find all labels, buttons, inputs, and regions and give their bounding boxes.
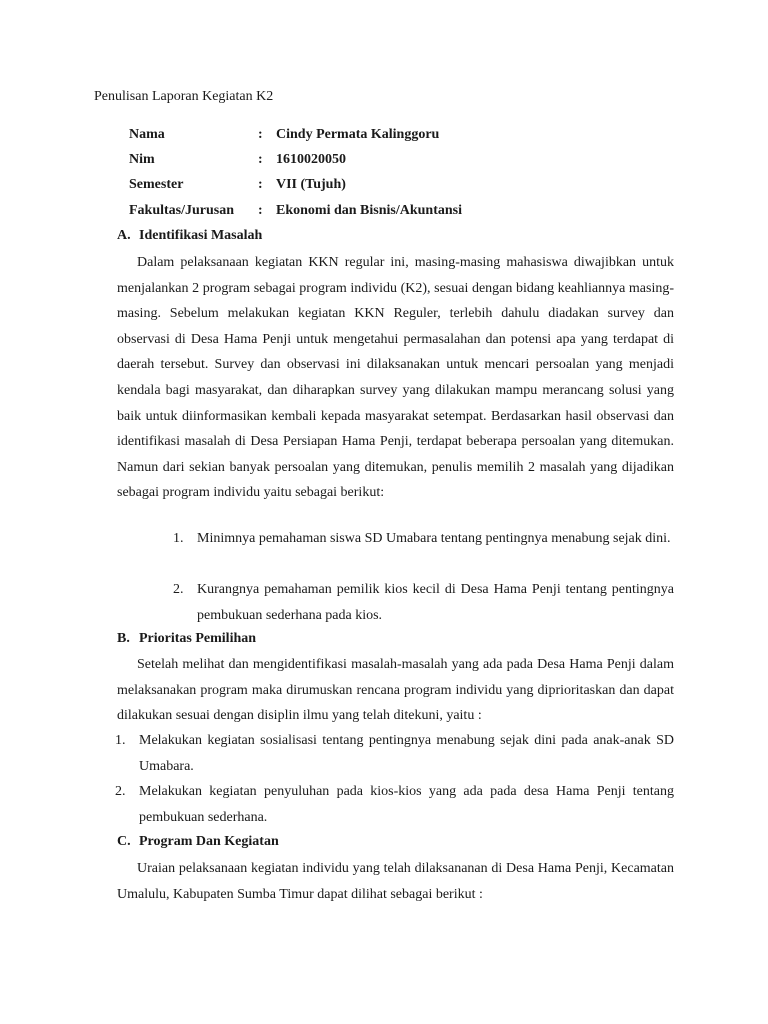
section-a-paragraph: Dalam pelaksanaan kegiatan KKN regular ini, masing-masing mahasiswa diwajibkan untuk menjalankan 2 program sebagai program individu (K2), sesuai dengan bidang keahliannya masing-masing. Sebelum melakukan kegiatan KKN Reguler, terlebih dahulu diadakan survey dan observasi di Desa Hama Penji untuk mengetahui permasalahan dan potensi apa yang terdapat di daerah tersebut. Survey dan observasi ini dilaksanakan untuk mencari persoalan yang menjadi kendala bagi masyarakat, dan diharapkan survey yang dilakukan mampu merancang solusi yang baik untuk diinformasikan kembali kepada masyarakat setempat. Berdasarkan hasil observasi dan identifikasi masalah di Desa Persiapan Hama Penji, terdapat beberapa persoalan yang ditemukan. Namun dari sekian banyak persoalan yang ditemukan, penulis memilih 2 masalah yang dijadikan sebagai program individu yaitu sebagai berikut:	[117, 255, 674, 501]
identity-value-fakultas: Ekonomi dan Bisnis/Akuntansi	[276, 203, 462, 218]
list-number: 1.	[173, 531, 184, 546]
identity-separator: :	[258, 127, 263, 142]
section-title: Program Dan Kegiatan	[139, 834, 279, 849]
section-title: Identifikasi Masalah	[139, 228, 263, 243]
identity-separator: :	[258, 177, 263, 192]
section-number: A.	[117, 228, 131, 243]
list-item	[115, 779, 674, 830]
list-number: 1.	[115, 733, 126, 748]
identity-separator: :	[258, 152, 263, 167]
section-c-paragraph: Uraian pelaksanaan kegiatan individu yang telah dilaksananan di Desa Hama Penji, Kecamatan Umalulu, Kabupaten Sumba Timur dapat dilihat sebagai berikut :	[117, 861, 674, 902]
list-item	[173, 577, 674, 628]
section-heading-c	[117, 833, 279, 851]
list-item	[115, 728, 674, 779]
list-item	[173, 526, 674, 552]
section-number: C.	[117, 834, 131, 849]
section-number: B.	[117, 631, 130, 646]
identity-separator: :	[258, 203, 263, 218]
list-text: Minimnya pemahaman siswa SD Umabara tentang pentingnya menabung sejak dini.	[197, 531, 671, 546]
identity-value-semester: VII (Tujuh)	[276, 177, 346, 192]
identity-value-nama: Cindy Permata Kalinggoru	[276, 127, 440, 142]
section-title: Prioritas Pemilihan	[139, 631, 257, 646]
identity-value-nim: 1610020050	[276, 152, 346, 167]
list-number: 2.	[173, 582, 184, 597]
list-number: 2.	[115, 784, 126, 799]
section-heading-b	[117, 630, 256, 648]
list-text: Kurangnya pemahaman pemilik kios kecil di Desa Hama Penji tentang pentingnya pembukuan sederhana pada kios.	[197, 582, 674, 623]
section-b-paragraph: Setelah melihat dan mengidentifikasi masalah-masalah yang ada pada Desa Hama Penji dalam melaksanakan program maka dirumuskan rencana program individu yang diprioritaskan dan dapat dilakukan sesuai dengan disiplin ilmu yang telah ditekuni, yaitu :	[117, 657, 674, 724]
identity-label-fakultas: Fakultas/Jurusan	[129, 203, 235, 218]
list-text: Melakukan kegiatan sosialisasi tentang pentingnya menabung sejak dini pada anak-anak SD Umabara.	[139, 733, 674, 774]
identity-label-nim: Nim	[129, 152, 155, 167]
list-text: Melakukan kegiatan penyuluhan pada kios-kios yang ada pada desa Hama Penji tentang pembukuan sederhana.	[139, 784, 674, 825]
identity-label-semester: Semester	[129, 177, 184, 192]
identity-label-nama: Nama	[129, 127, 165, 142]
section-heading-a	[117, 227, 262, 245]
document-title: Penulisan Laporan Kegiatan K2	[94, 89, 274, 104]
